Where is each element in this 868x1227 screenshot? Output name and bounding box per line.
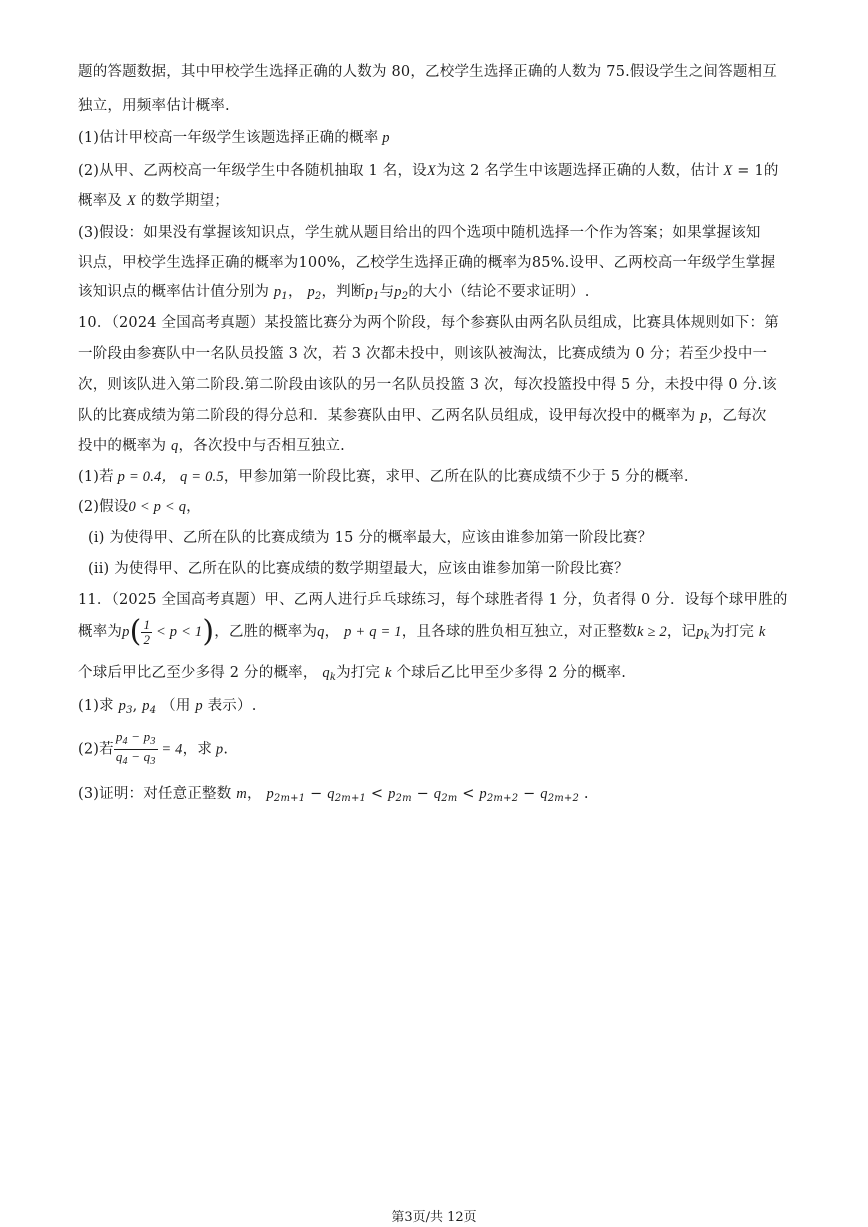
question-11-part-3: (3)证明：对任意正整数 m， $p_{2m+1} - q_{2m+1} < p_{2m} - q_{2m} < p_{2m+2} - q_{2m+2}$ . xyxy=(78,786,589,804)
question-part-2: (2)从甲、乙两校高一年级学生中各随机抽取 1 名，设X为这 2 名学生中该题选择正确的人数，估计 X = 1的 xyxy=(78,163,779,179)
question-part-1: (1)估计甲校高一年级学生该题选择正确的概率 p xyxy=(78,130,390,146)
text-line: 概率为p( $\frac{1}{2}$ < p < 1)，乙胜的概率为q， p + q = 1，且各球的胜负相互独立，对正整数k ≥ 2，记$p_k$为打完 k xyxy=(78,614,766,649)
text-line: 个球后甲比乙至少多得 2 分的概率， $q_k$为打完 k 个球后乙比甲至少多得 2 分的概率. xyxy=(78,665,627,683)
question-10: 10．（2024 全国高考真题）某投篮比赛分为两个阶段，每个参赛队由两名队员组成，比赛具体规则如下：第 xyxy=(78,315,779,331)
text-line: 投中的概率为 q，各次投中与否相互独立. xyxy=(78,438,345,454)
question-11-part-1: (1)求 $p_3$, $p_4$ （用 p 表示）. xyxy=(78,698,257,716)
text-line: 概率及 X 的数学期望； xyxy=(78,193,229,209)
question-10-part-2: (2)假设0 < p < q， xyxy=(78,499,201,515)
question-10-part-2-ii: (ii) 为使得甲、乙所在队的比赛成绩的数学期望最大，应该由谁参加第一阶段比赛？ xyxy=(88,561,629,577)
text-line: 题的答题数据，其中甲校学生选择正确的人数为 80，乙校学生选择正确的人数为 75.假设学生之间答题相互 xyxy=(78,64,777,80)
question-11-part-2: (2)若 $\frac{p_4 - p_3}{q_4 - q_3}$ = 4，求 p. xyxy=(78,729,229,767)
text-line: 识点，甲校学生选择正确的概率为100%，乙校学生选择正确的概率为85%.设甲、乙两校高一年级学生掌握 xyxy=(78,255,776,271)
page-footer: 第3页/共 12页 xyxy=(391,1210,477,1225)
question-part-3: (3)假设：如果没有掌握该知识点，学生就从题目给出的四个选项中随机选择一个作为答案；如果掌握该知 xyxy=(78,225,761,241)
question-10-part-1: (1)若 p = 0.4， q = 0.5，甲参加第一阶段比赛，求甲、乙所在队的比赛成绩不少于 5 分的概率. xyxy=(78,469,689,485)
question-10-part-2-i: (i) 为使得甲、乙所在队的比赛成绩为 15 分的概率最大，应该由谁参加第一阶段比赛？ xyxy=(88,530,653,546)
text-line: 队的比赛成绩为第二阶段的得分总和．某参赛队由甲、乙两名队员组成，设甲每次投中的概率为 p，乙每次 xyxy=(78,408,767,424)
text-line: 该知识点的概率估计值分别为 $p_1$， $p_2$，判断$p_1$与$p_2$的大小（结论不要求证明）. xyxy=(78,284,590,302)
text-line: 独立，用频率估计概率. xyxy=(78,98,230,114)
question-11: 11．（2025 全国高考真题）甲、乙两人进行乒乓球练习，每个球胜者得 1 分，负者得 0 分．设每个球甲胜的 xyxy=(78,592,788,608)
text-line: 次，则该队进入第二阶段.第二阶段由该队的另一名队员投篮 3 次，每次投篮投中得 5 分，未投中得 0 分.该 xyxy=(78,377,777,393)
text-line: 一阶段由参赛队中一名队员投篮 3 次，若 3 次都未投中，则该队被淘汰，比赛成绩为 0 分；若至少投中一 xyxy=(78,346,768,362)
